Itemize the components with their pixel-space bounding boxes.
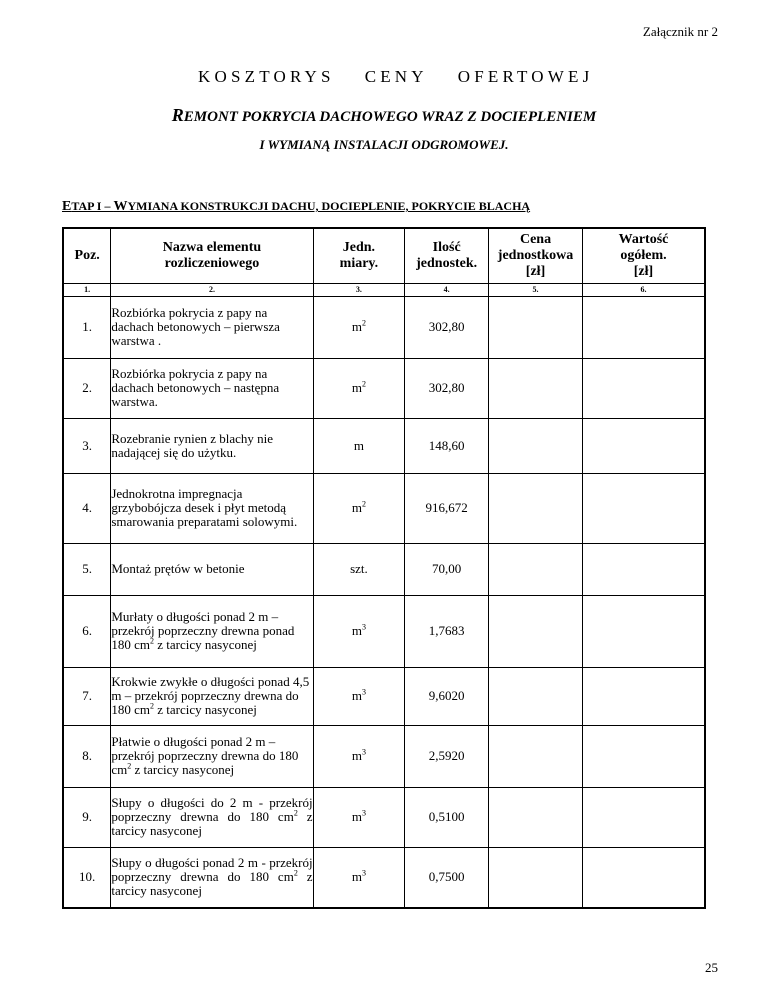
row-unit-price <box>489 418 583 473</box>
row-unit <box>313 543 405 595</box>
name-part-b: z tarcicy nasyconej <box>111 809 313 838</box>
header-name <box>111 228 313 283</box>
row-poz: 9. <box>63 787 111 847</box>
unit-exponent: 3 <box>361 868 366 878</box>
row-unit-price <box>489 543 583 595</box>
row-name: Jednokrotna impregnacja grzybobójcza desek i płyt metodą smarowania preparatami solowymi. <box>111 473 313 543</box>
table-row <box>63 847 705 908</box>
header-value-l1: Wartość <box>618 231 669 247</box>
row-unit-price <box>489 725 583 787</box>
name-part-a: Słupy o długości do 2 m - przekrój poprzeczny drewna do 180 cm <box>111 795 313 824</box>
header-row <box>63 228 705 283</box>
page-number: 25 <box>705 960 718 975</box>
row-unit-price <box>489 595 583 667</box>
header-value <box>582 228 705 283</box>
subtitle-initial: R <box>171 105 184 125</box>
row-qty: 1,7683 <box>405 595 489 667</box>
header-qty-l2: jednostek. <box>416 255 478 271</box>
table-row <box>63 725 705 787</box>
table-row <box>63 543 705 595</box>
unit-exponent: 2 <box>361 318 366 328</box>
name-part-b: z tarcicy nasyconej <box>153 637 257 652</box>
name-exponent: 2 <box>293 808 298 818</box>
col-number: 4. <box>405 283 489 296</box>
subtitle-line-1 <box>0 105 768 126</box>
row-qty: 148,60 <box>405 418 489 473</box>
row-unit-price <box>489 296 583 358</box>
row-unit <box>313 473 405 543</box>
header-price-l2: jednostkowa <box>497 247 574 263</box>
header-price-l1: Cena <box>519 231 552 247</box>
row-qty: 70,00 <box>405 543 489 595</box>
col-number: 3. <box>313 283 405 296</box>
row-unit <box>313 296 405 358</box>
name-part-a: Krokwie zwykłe o długości ponad 4,5 m – przekrój poprzeczny drewna do 180 cm <box>111 674 310 717</box>
name-part-b: z tarcicy nasyconej <box>153 702 257 717</box>
attachment-label: Załącznik nr 2 <box>642 24 718 39</box>
stage-heading <box>62 199 530 215</box>
row-total-value <box>582 418 705 473</box>
row-poz: 6. <box>63 595 111 667</box>
row-qty: 302,80 <box>405 358 489 418</box>
table-row <box>63 667 705 725</box>
unit-text: m <box>351 869 362 885</box>
header-name-l2: rozliczeniowego <box>164 255 260 271</box>
row-total-value <box>582 358 705 418</box>
row-name: Montaż prętów w betonie <box>111 543 313 595</box>
unit-text: szt. <box>350 561 368 576</box>
header-qty-l1: Ilość <box>432 239 461 255</box>
row-poz: 1. <box>63 296 111 358</box>
col-number: 6. <box>582 283 705 296</box>
row-total-value <box>582 725 705 787</box>
column-number-row <box>63 283 705 296</box>
cost-table <box>62 227 706 909</box>
row-poz: 10. <box>63 847 111 908</box>
table-row <box>63 473 705 543</box>
row-poz: 7. <box>63 667 111 725</box>
name-exponent: 2 <box>149 636 154 646</box>
table-row <box>63 418 705 473</box>
name-part-b: z tarcicy nasyconej <box>131 762 235 777</box>
row-poz: 5. <box>63 543 111 595</box>
row-name: Rozebranie rynien z blachy nie nadającej się do użytku. <box>111 418 313 473</box>
row-total-value <box>582 787 705 847</box>
header-name-l1: Nazwa elementu <box>162 239 262 255</box>
unit-text: m <box>351 688 362 703</box>
row-total-value <box>582 296 705 358</box>
row-unit-price <box>489 787 583 847</box>
stage-part-2: YMIANA KONSTRUKCJI DACHU, DOCIEPLENIE, POKRYCIE BLACHĄ <box>127 199 531 213</box>
row-name: Rozbiórka pokrycia z papy na dachach betonowych – następna warstwa. <box>111 358 313 418</box>
row-qty: 0,7500 <box>405 847 489 908</box>
unit-text: m <box>351 623 362 638</box>
table-row <box>63 296 705 358</box>
row-qty: 2,5920 <box>405 725 489 787</box>
header-unit <box>313 228 405 283</box>
header-price <box>489 228 583 283</box>
row-qty: 916,672 <box>405 473 489 543</box>
name-exponent: 2 <box>293 868 298 878</box>
table-row <box>63 595 705 667</box>
row-poz: 2. <box>63 358 111 418</box>
header-unit-l2: miary. <box>339 255 379 271</box>
name-part-a: Murłaty o długości ponad 2 m – przekrój poprzeczny drewna ponad 180 cm <box>111 609 295 652</box>
name-exponent: 2 <box>127 761 132 771</box>
row-unit <box>313 667 405 725</box>
col-number: 5. <box>489 283 583 296</box>
unit-text: m <box>351 319 362 334</box>
unit-text: m <box>351 748 362 763</box>
col-number: 2. <box>111 283 313 296</box>
title-word-1: KOSZTORYS <box>198 67 335 86</box>
unit-text: m <box>351 809 362 824</box>
row-unit <box>313 358 405 418</box>
subtitle-rest: EMONT POKRYCIA DACHOWEGO WRAZ Z DOCIEPLENIEM <box>183 109 597 125</box>
header-value-l2: ogółem. <box>620 247 667 263</box>
row-unit-price <box>489 358 583 418</box>
row-name <box>111 787 313 847</box>
header-unit-l1: Jedn. <box>342 239 376 255</box>
row-unit-price <box>489 667 583 725</box>
stage-part-1: TAP I – <box>71 199 114 213</box>
row-qty: 302,80 <box>405 296 489 358</box>
row-name: Rozbiórka pokrycia z papy na dachach betonowych – pierwsza warstwa . <box>111 296 313 358</box>
unit-text: m <box>353 437 364 453</box>
title-word-2: CENY <box>364 67 428 86</box>
unit-exponent: 3 <box>361 808 366 818</box>
stage-initial-w: W <box>113 199 128 214</box>
title-word-3: OFERTOWEJ <box>457 67 594 86</box>
row-unit <box>313 418 405 473</box>
header-poz: Poz. <box>63 228 111 283</box>
header-price-l3: [zł] <box>525 263 546 279</box>
row-poz: 8. <box>63 725 111 787</box>
row-total-value <box>582 543 705 595</box>
row-total-value <box>582 473 705 543</box>
name-part-b: z tarcicy nasyconej <box>111 869 313 899</box>
unit-text: m <box>351 380 362 395</box>
row-unit <box>313 595 405 667</box>
document-title <box>198 67 593 87</box>
row-unit <box>313 725 405 787</box>
row-qty: 0,5100 <box>405 787 489 847</box>
row-name <box>111 595 313 667</box>
row-total-value <box>582 667 705 725</box>
row-unit-price <box>489 847 583 908</box>
unit-exponent: 2 <box>361 379 366 389</box>
row-total-value <box>582 595 705 667</box>
row-poz: 3. <box>63 418 111 473</box>
row-name <box>111 667 313 725</box>
table-row <box>63 358 705 418</box>
unit-exponent: 3 <box>361 622 366 632</box>
row-total-value <box>582 847 705 908</box>
name-part-a: Słupy o długości ponad 2 m - przekrój poprzeczny drewna do 180 cm <box>111 855 313 885</box>
col-number: 1. <box>63 283 111 296</box>
row-unit <box>313 847 405 908</box>
name-exponent: 2 <box>149 701 154 711</box>
table-row <box>63 787 705 847</box>
row-unit <box>313 787 405 847</box>
unit-text: m <box>351 500 362 515</box>
row-qty: 9,6020 <box>405 667 489 725</box>
unit-exponent: 3 <box>361 747 366 757</box>
row-unit-price <box>489 473 583 543</box>
name-part-a: Płatwie o długości ponad 2 m – przekrój poprzeczny drewna do 180 cm <box>111 734 299 777</box>
header-qty <box>405 228 489 283</box>
header-value-l3: [zł] <box>633 263 654 279</box>
row-name <box>111 847 313 908</box>
stage-initial-e: E <box>62 199 72 214</box>
row-name <box>111 725 313 787</box>
unit-exponent: 2 <box>361 499 366 509</box>
row-poz: 4. <box>63 473 111 543</box>
subtitle-line-2: I WYMIANĄ INSTALACJI ODGROMOWEJ. <box>259 137 509 152</box>
unit-exponent: 3 <box>361 687 366 697</box>
